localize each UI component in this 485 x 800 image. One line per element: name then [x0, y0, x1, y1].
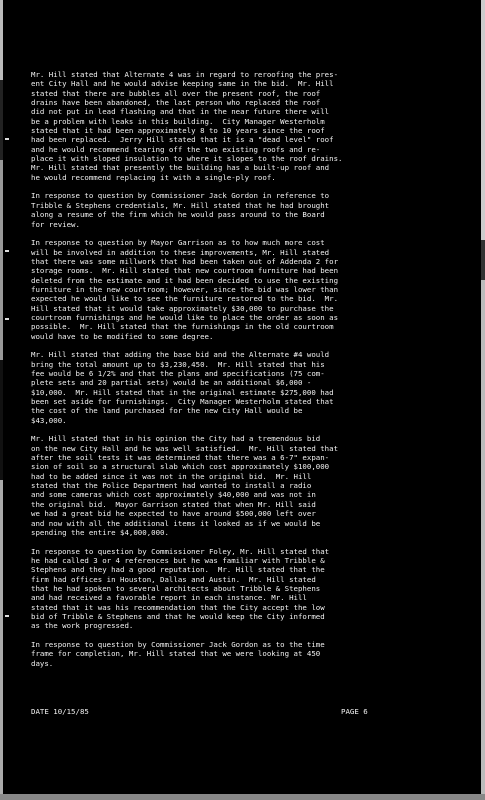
scan-right-edge: [481, 0, 485, 800]
margin-mark: [5, 138, 9, 140]
paragraph-courtroom-furniture: In response to question by Mayor Garrison as to how much more cost will be involved in addition to these improvements, Mr. Hill stated that there was some millwork that had been taken out of Addenda 2 for storage rooms. Mr. Hill stated that new courtroom furniture had been deleted from the estimate and it had been decided to use the existing furniture in the new courtroom; however, since the bid was lower than expected he would like to see the furniture restored to the bid. Mr. Hill stated that it would take approximately $30,000 to purchase the courtroom furnishings and he would like to place the order as soon as possible. Mr. Hill stated that the furnishings in the old courtroom would have to be modified to some degree.: [31, 238, 339, 341]
margin-mark: [5, 615, 9, 617]
scan-left-edge: [0, 0, 3, 800]
paragraph-references: In response to question by Commissioner Foley, Mr. Hill stated that he had called 3 or 4 references but he was familiar with Tribble & Stephens and they had a good reputation. Mr. Hill stated that the firm had offices in Houston, Dallas and Austin. Mr. Hill stated that he had spoken to several architects about Tribble & Stephens and had received a favorable report in each instance. Mr. Hill stated that it was his recommendation that the City accept the low bid of Tribble & Stephens and that he would keep the City informed as the work progressed.: [31, 546, 330, 631]
margin-mark: [5, 250, 9, 252]
paragraph-credentials: In response to question by Commissioner Jack Gordon in reference to Tribble & Stephens credentials, Mr. Hill stated that he had brought along a resume of the firm which he would pass around to the Board for review.: [31, 191, 330, 229]
paragraph-time-frame: In response to question by Commissioner Jack Gordon as to the time frame for completion, Mr. Hill stated that we were looking at 450 days.: [31, 639, 325, 668]
minutes-body: [31, 70, 473, 677]
footer-page-number: PAGE 6: [341, 707, 368, 716]
footer-date: DATE 10/15/85: [31, 707, 89, 716]
scan-bottom-edge: [0, 794, 485, 800]
margin-mark: [5, 318, 9, 320]
paragraph-bid-opinion: Mr. Hill stated that in his opinion the City had a tremendous bid on the new City Hall and he was well satisfied. Mr. Hill stated that after the soil tests it was determined that there was a 6-7" expan- sion of soil so a structural slab which cost approximately $100,000 had to be added since it was not in the original bid. Mr. Hill stated that the Police Department had wanted to install a radio and some cameras which cost approximately $40,000 and was not in the original bid. Mayor Garrison stated that when Mr. Hill said we had a great bid he expected to have around $500,000 left over and now with all the additional items it looked as if we would be spending the entire $4,000,000.: [31, 434, 339, 537]
paragraph-total-amount: Mr. Hill stated that adding the base bid and the Alternate #4 would bring the total amount up to $3,230,450. Mr. Hill stated that his fee would be 6 1/2% and that the plans and specifications (75 com- plete sets and 20 partial sets) would be an additional $6,000 - $10,000. Mr. Hill stated that in the original estimate $275,000 had been set aside for furnishings. City Manager Westerholm stated that the cost of the land purchased for the new City Hall would be $43,000.: [31, 350, 334, 425]
paragraph-alternate-4-roof: Mr. Hill stated that Alternate 4 was in regard to reroofing the pres- ent City Hall and he would advise keeping same in the bid. Mr. Hill stated that there are bubbles all over the present roof, the roof drains have been abandoned, the last person who replaced the roof did not put in lead flashing and that in the near future there will be a problem with leaks in this building. City Manager Westerholm stated that it had been approximately 8 to 10 years since the roof had been replaced. Jerry Hill stated that it is a "dead level" roof and he would recommend tearing off the two existing roofs and re- place it with sloped insulation to where it slopes to the roof drains. Mr. Hill stated that presently the building has a built-up roof and he would recommend replacing it with a single-ply roof.: [31, 70, 343, 182]
